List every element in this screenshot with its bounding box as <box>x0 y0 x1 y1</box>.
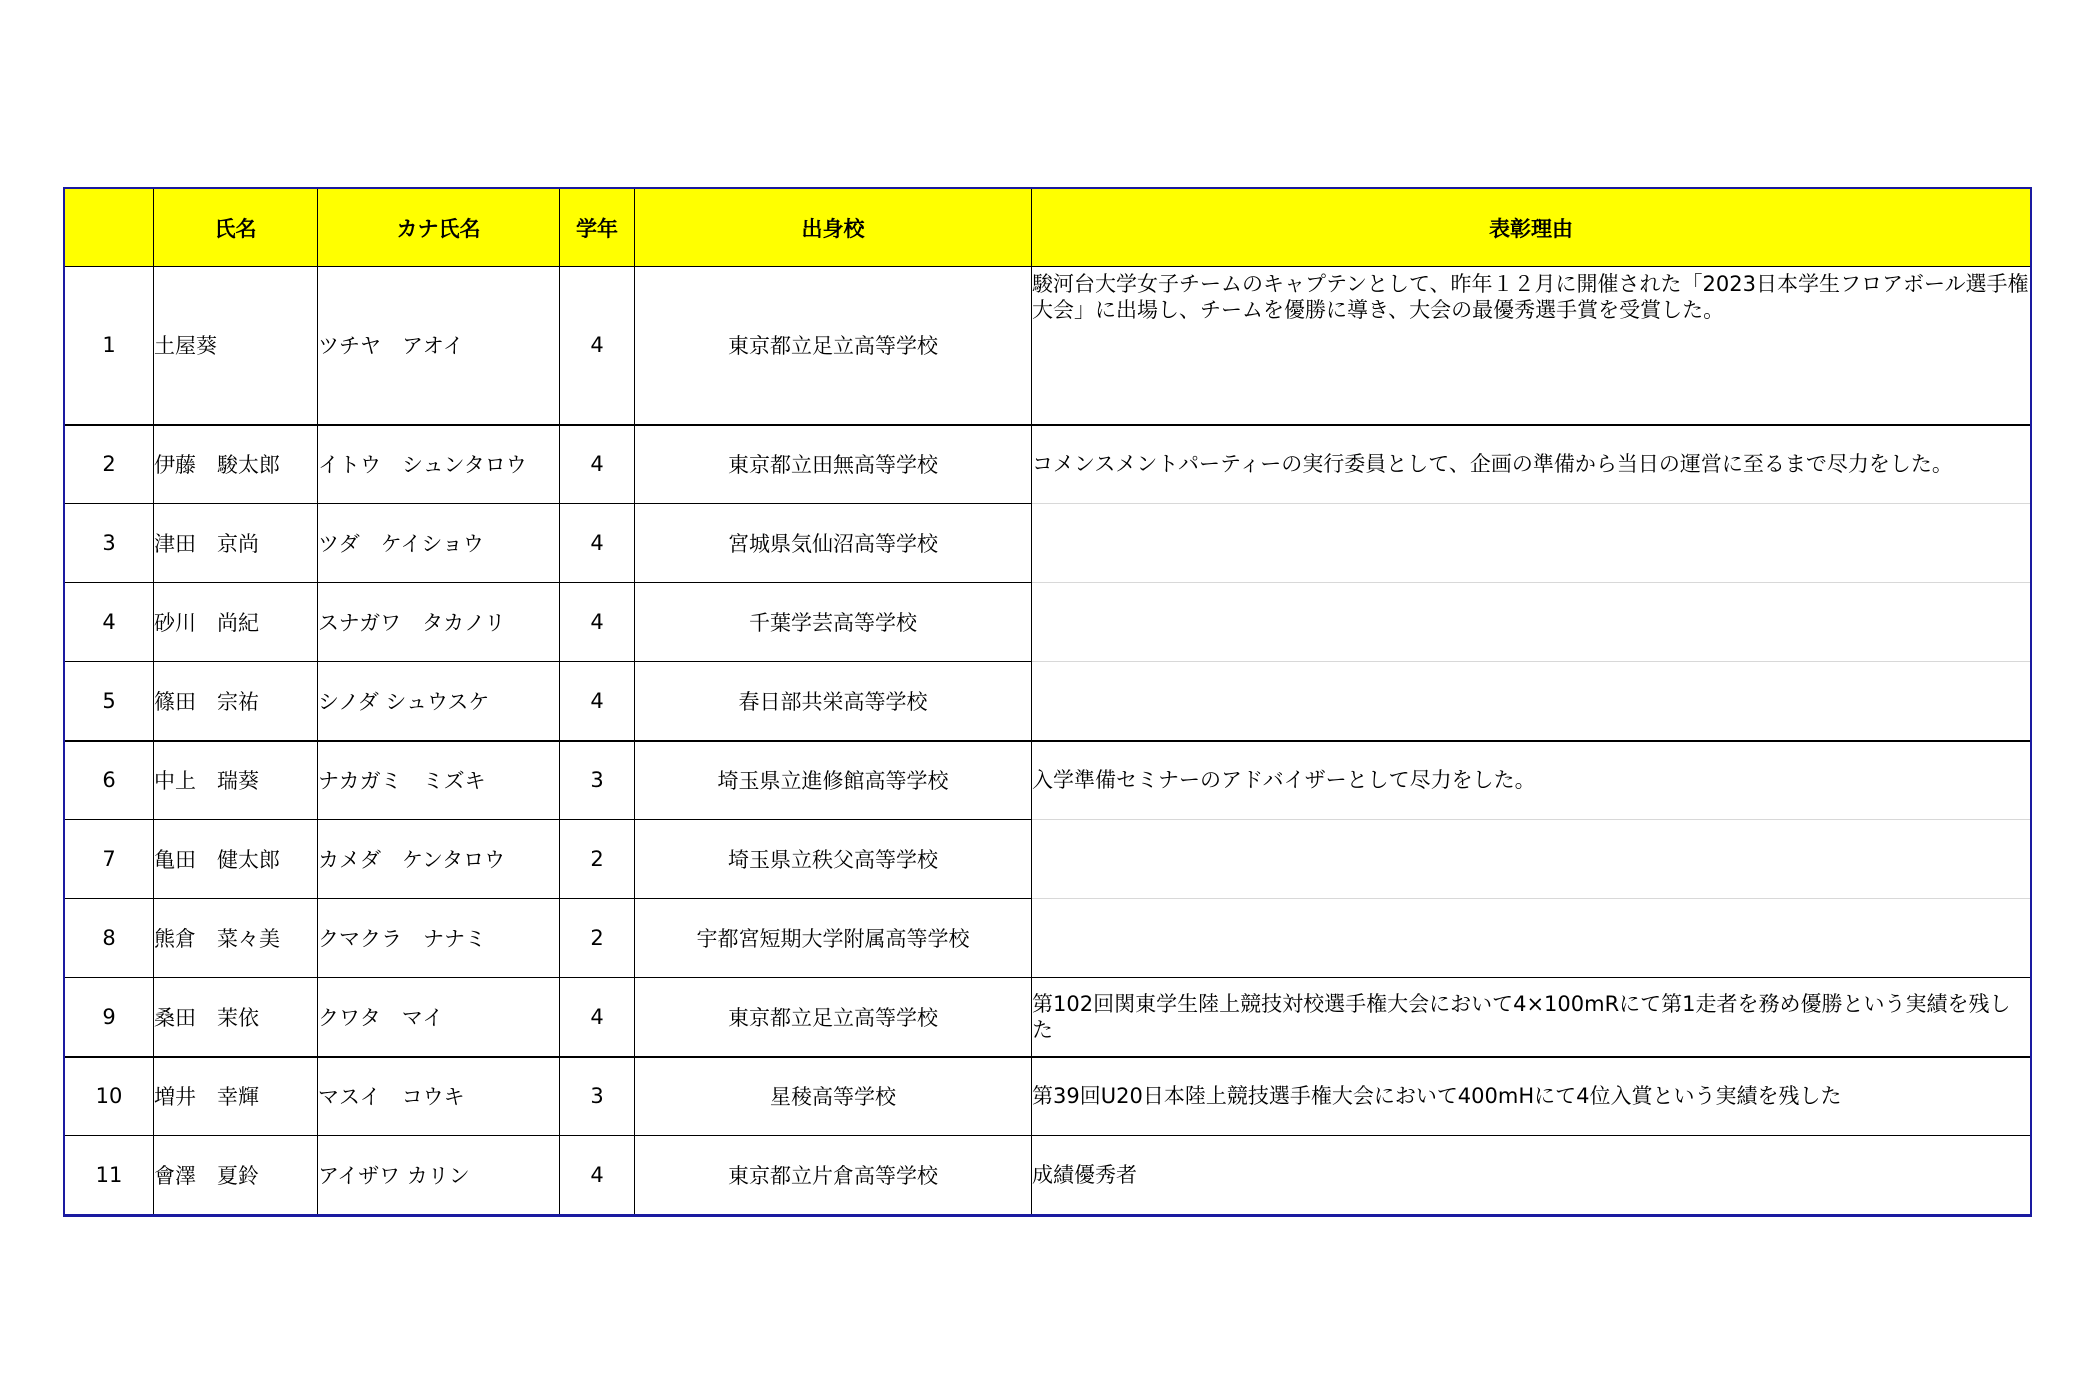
row-reason: 駿河台大学女子チームのキャプテンとして、昨年１２月に開催された「2023日本学生フロアボール選手権大会」に出場し、チームを優勝に導き、大会の最優秀選手賞を受賞した。 <box>1032 267 2031 425</box>
table-row <box>65 425 2031 504</box>
row-grade: 4 <box>560 267 635 425</box>
header-reason: 表彰理由 <box>1032 189 2031 267</box>
row-grade: 4 <box>560 504 635 583</box>
row-name: 砂川 尚紀 <box>154 583 318 662</box>
row-no: 4 <box>65 583 154 662</box>
row-name: 亀田 健太郎 <box>154 820 318 899</box>
table-row <box>65 504 2031 583</box>
table-row <box>65 741 2031 820</box>
row-reason: 第102回関東学生陸上競技対校選手権大会において4×100mRにて第1走者を務め優勝という実績を残した <box>1032 978 2031 1057</box>
row-reason: 入学準備セミナーのアドバイザーとして尽力をした。 <box>1032 741 2031 820</box>
row-kana: クワタ マイ <box>318 978 560 1057</box>
row-school: 春日部共栄高等学校 <box>635 662 1032 741</box>
row-no: 6 <box>65 741 154 820</box>
row-kana: ツダ ケイショウ <box>318 504 560 583</box>
row-kana: アイザワ カリン <box>318 1136 560 1215</box>
row-reason: 成績優秀者 <box>1032 1136 2031 1215</box>
row-kana: ナカガミ ミズキ <box>318 741 560 820</box>
header-name: 氏名 <box>154 189 318 267</box>
row-no: 5 <box>65 662 154 741</box>
row-school: 埼玉県立進修館高等学校 <box>635 741 1032 820</box>
header-school: 出身校 <box>635 189 1032 267</box>
row-kana: カメダ ケンタロウ <box>318 820 560 899</box>
row-no: 3 <box>65 504 154 583</box>
row-school: 東京都立田無高等学校 <box>635 425 1032 504</box>
header-kana: カナ氏名 <box>318 189 560 267</box>
row-no: 8 <box>65 899 154 978</box>
row-school: 星稜高等学校 <box>635 1057 1032 1136</box>
row-name: 熊倉 菜々美 <box>154 899 318 978</box>
row-name: 伊藤 駿太郎 <box>154 425 318 504</box>
row-kana: クマクラ ナナミ <box>318 899 560 978</box>
row-kana: マスイ コウキ <box>318 1057 560 1136</box>
row-kana: スナガワ タカノリ <box>318 583 560 662</box>
row-school: 千葉学芸高等学校 <box>635 583 1032 662</box>
row-no: 2 <box>65 425 154 504</box>
row-school: 埼玉県立秩父高等学校 <box>635 820 1032 899</box>
row-no: 10 <box>65 1057 154 1136</box>
row-name: 中上 瑞葵 <box>154 741 318 820</box>
header-grade: 学年 <box>560 189 635 267</box>
row-school: 東京都立片倉高等学校 <box>635 1136 1032 1215</box>
row-school: 東京都立足立高等学校 <box>635 267 1032 425</box>
row-no: 7 <box>65 820 154 899</box>
table-row <box>65 899 2031 978</box>
row-name: 増井 幸輝 <box>154 1057 318 1136</box>
row-no: 11 <box>65 1136 154 1215</box>
row-reason <box>1032 504 2031 583</box>
row-grade: 3 <box>560 1057 635 1136</box>
row-kana: シノダ シュウスケ <box>318 662 560 741</box>
table-row <box>65 267 2031 425</box>
row-reason <box>1032 820 2031 899</box>
row-grade: 3 <box>560 741 635 820</box>
row-reason: 第39回U20日本陸上競技選手権大会において400mHにて4位入賞という実績を残した <box>1032 1057 2031 1136</box>
row-kana: ツチヤ アオイ <box>318 267 560 425</box>
awards-table <box>64 188 2031 1216</box>
table-row <box>65 662 2031 741</box>
row-name: 會澤 夏鈴 <box>154 1136 318 1215</box>
header-no <box>65 189 154 267</box>
table-row <box>65 820 2031 899</box>
row-no: 1 <box>65 267 154 425</box>
header-row <box>65 189 2031 267</box>
row-reason <box>1032 583 2031 662</box>
row-kana: イトウ シュンタロウ <box>318 425 560 504</box>
row-school: 宮城県気仙沼高等学校 <box>635 504 1032 583</box>
row-name: 桑田 茉依 <box>154 978 318 1057</box>
row-grade: 4 <box>560 662 635 741</box>
row-name: 津田 京尚 <box>154 504 318 583</box>
row-grade: 4 <box>560 583 635 662</box>
table-row <box>65 583 2031 662</box>
row-grade: 2 <box>560 820 635 899</box>
table-row <box>65 1136 2031 1215</box>
table-row <box>65 1057 2031 1136</box>
row-grade: 2 <box>560 899 635 978</box>
row-grade: 4 <box>560 1136 635 1215</box>
row-reason: コメンスメントパーティーの実行委員として、企画の準備から当日の運営に至るまで尽力をした。 <box>1032 425 2031 504</box>
row-reason <box>1032 899 2031 978</box>
row-school: 宇都宮短期大学附属高等学校 <box>635 899 1032 978</box>
row-grade: 4 <box>560 978 635 1057</box>
row-grade: 4 <box>560 425 635 504</box>
table-row <box>65 978 2031 1057</box>
row-name: 篠田 宗祐 <box>154 662 318 741</box>
row-school: 東京都立足立高等学校 <box>635 978 1032 1057</box>
row-name: 土屋葵 <box>154 267 318 425</box>
row-no: 9 <box>65 978 154 1057</box>
row-reason <box>1032 662 2031 741</box>
